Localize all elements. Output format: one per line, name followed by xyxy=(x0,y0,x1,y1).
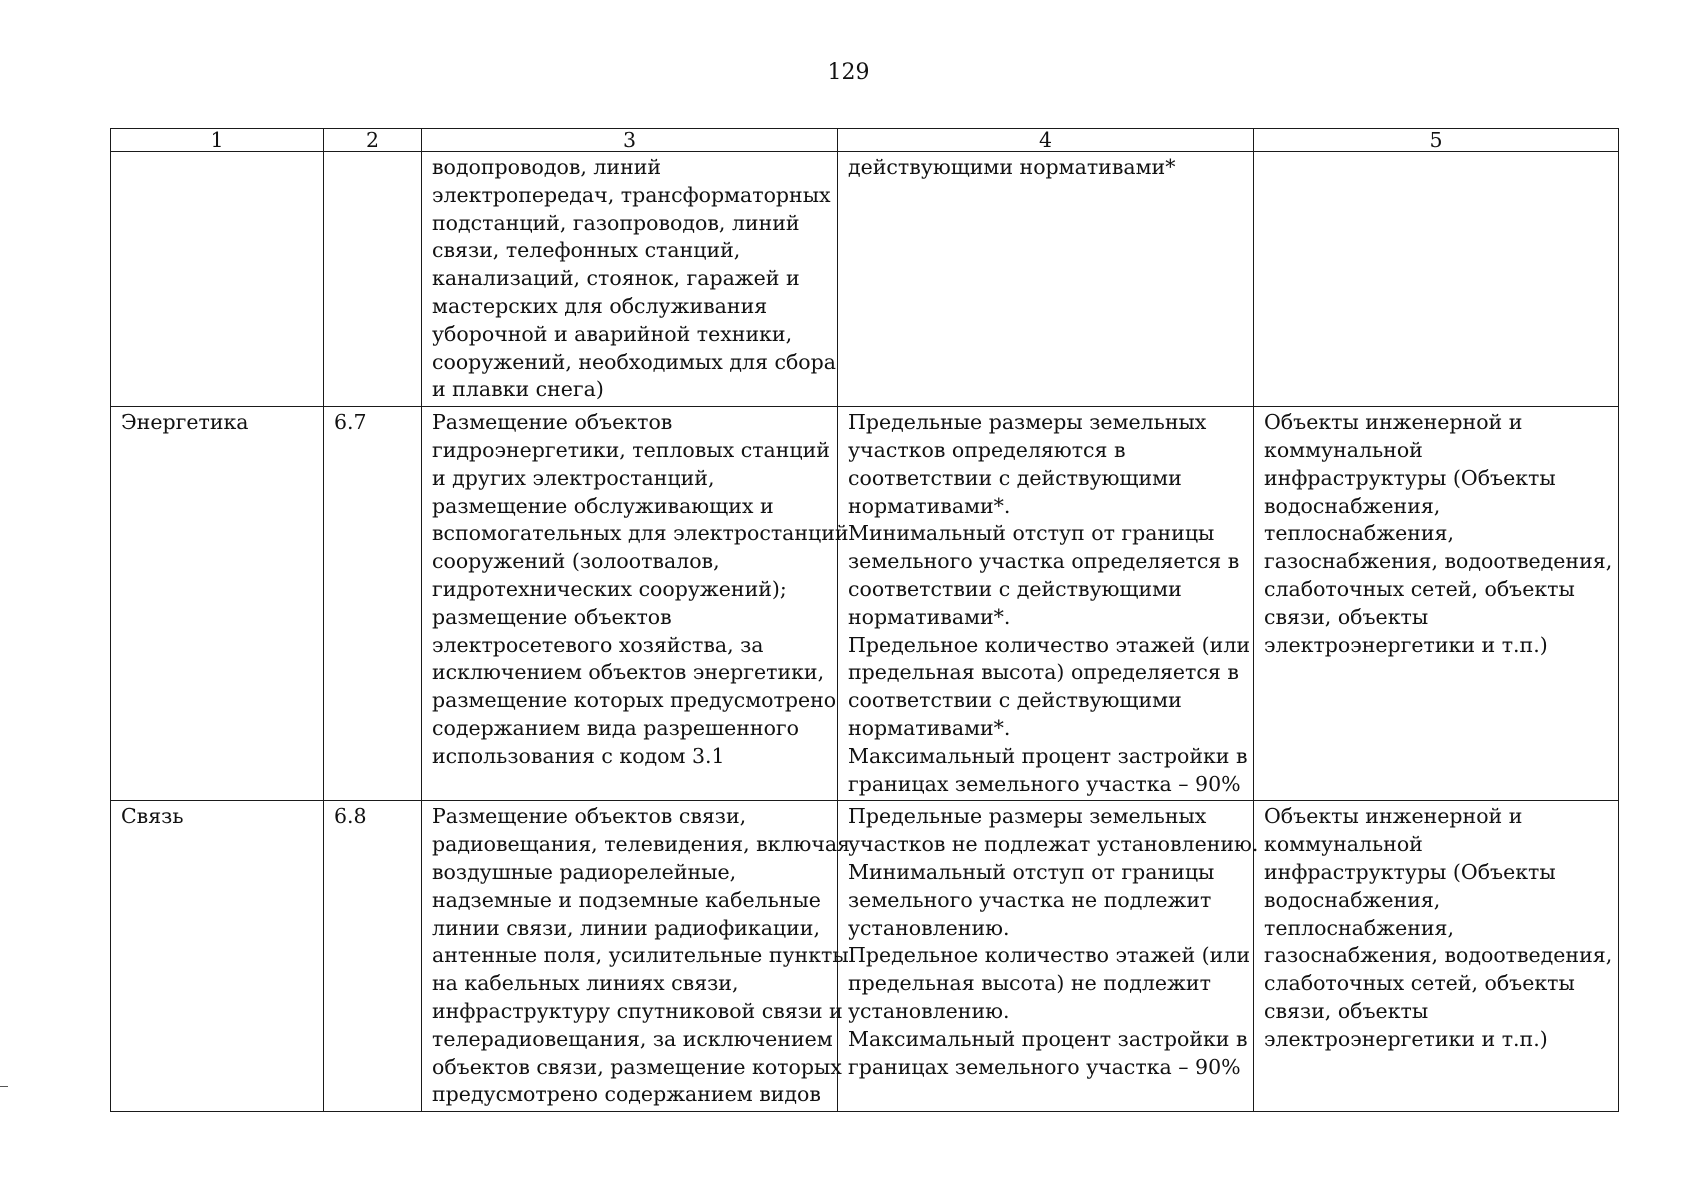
use-type-description-line: линии связи, линии радиофикации, xyxy=(432,915,820,940)
auxiliary-uses-line: водоснабжения, xyxy=(1264,493,1441,518)
use-type-description-line: подстанций, газопроводов, линий xyxy=(432,210,800,235)
use-type-description-line: надземные и подземные кабельные xyxy=(432,887,821,912)
auxiliary-uses xyxy=(1254,152,1619,407)
use-type-name xyxy=(111,152,324,407)
plot-parameters-line: установлению. xyxy=(848,915,1010,940)
use-type-description-line: объектов связи, размещение которых xyxy=(432,1054,842,1079)
use-type-name: Энергетика xyxy=(111,407,324,801)
zoning-table xyxy=(110,128,1619,1112)
plot-parameters xyxy=(838,407,1254,801)
margin-mark xyxy=(0,1086,8,1087)
use-type-description xyxy=(422,152,838,407)
use-type-description-line: сооружений, необходимых для сбора xyxy=(432,349,836,374)
use-type-description-line: радиовещания, телевидения, включая xyxy=(432,832,851,857)
use-type-description-line: вспомогательных для электростанций xyxy=(432,521,849,546)
plot-parameters-line: Максимальный процент застройки в xyxy=(848,1026,1248,1051)
table-row xyxy=(111,801,1619,1112)
plot-parameters-line: предельная высота) не подлежит xyxy=(848,971,1211,996)
use-type-description-line: воздушные радиорелейные, xyxy=(432,859,737,884)
use-type-code: 6.8 xyxy=(324,801,422,1112)
table-row xyxy=(111,152,1619,407)
auxiliary-uses xyxy=(1254,407,1619,801)
plot-parameters-line: нормативами*. xyxy=(848,604,1011,629)
use-type-description-line: сооружений (золоотвалов, xyxy=(432,549,720,574)
column-header: 2 xyxy=(324,129,422,152)
plot-parameters-line: нормативами*. xyxy=(848,715,1011,740)
column-header: 5 xyxy=(1254,129,1619,152)
plot-parameters-line: Предельные размеры земельных xyxy=(848,804,1207,829)
use-type-description-line: размещение объектов xyxy=(432,604,672,629)
use-type-description-line: использования с кодом 3.1 xyxy=(432,743,725,768)
plot-parameters-line: Минимальный отступ от границы xyxy=(848,521,1215,546)
use-type-description-line: уборочной и аварийной техники, xyxy=(432,321,793,346)
use-type-description xyxy=(422,407,849,801)
use-type-description-line: на кабельных линиях связи, xyxy=(432,971,739,996)
auxiliary-uses-line: коммунальной xyxy=(1264,437,1423,462)
auxiliary-uses-line: электроэнергетики и т.п.) xyxy=(1264,632,1548,657)
header-row xyxy=(111,129,1619,152)
plot-parameters-line: Предельные размеры земельных xyxy=(848,410,1207,435)
use-type-code xyxy=(324,152,422,407)
plot-parameters-line: соответствии с действующими xyxy=(848,576,1182,601)
auxiliary-uses-line: газоснабжения, водоотведения, xyxy=(1264,549,1613,574)
auxiliary-uses xyxy=(1254,801,1619,1112)
auxiliary-uses-line: связи, объекты xyxy=(1264,998,1429,1023)
plot-parameters-line: соответствии с действующими xyxy=(848,465,1182,490)
plot-parameters xyxy=(838,152,1254,407)
auxiliary-uses-line: слаботочных сетей, объекты xyxy=(1264,971,1575,996)
use-type-description-line: Размещение объектов xyxy=(432,410,673,435)
plot-parameters-line: Предельное количество этажей (или xyxy=(848,632,1251,657)
auxiliary-uses-line: Объекты инженерной и xyxy=(1264,410,1523,435)
auxiliary-uses-line: инфраструктуры (Объекты xyxy=(1264,465,1556,490)
plot-parameters-line: действующими нормативами* xyxy=(848,155,1176,179)
auxiliary-uses-line: газоснабжения, водоотведения, xyxy=(1264,943,1613,968)
plot-parameters-line: земельного участка определяется в xyxy=(848,549,1240,574)
use-type-description-line: связи, телефонных станций, xyxy=(432,238,741,263)
use-type-description-line: и плавки снега) xyxy=(432,377,604,402)
use-type-description-line: содержанием вида разрешенного xyxy=(432,715,799,740)
use-type-description-line: телерадиовещания, за исключением xyxy=(432,1026,833,1051)
auxiliary-uses-line: электроэнергетики и т.п.) xyxy=(1264,1026,1548,1051)
column-header: 4 xyxy=(838,129,1254,152)
use-type-description-line: и других электростанций, xyxy=(432,465,715,490)
plot-parameters-line: границах земельного участка – 90% xyxy=(848,1054,1241,1079)
plot-parameters-line: Минимальный отступ от границы xyxy=(848,859,1215,884)
plot-parameters-line: предельная высота) определяется в xyxy=(848,660,1239,685)
plot-parameters xyxy=(838,801,1259,1112)
use-type-description-line: гидроэнергетики, тепловых станций xyxy=(432,437,830,462)
auxiliary-uses-line: Объекты инженерной и xyxy=(1264,804,1523,829)
use-type-description-line: инфраструктуру спутниковой связи и xyxy=(432,998,843,1023)
use-type-description-line: гидротехнических сооружений); xyxy=(432,576,787,601)
use-type-description-line: антенные поля, усилительные пункты xyxy=(432,943,849,968)
use-type-description-line: предусмотрено содержанием видов xyxy=(432,1082,821,1107)
use-type-description-line: электросетевого хозяйства, за xyxy=(432,632,764,657)
use-type-description-line: размещение которых предусмотрено xyxy=(432,688,837,713)
use-type-description-line: мастерских для обслуживания xyxy=(432,293,768,318)
use-type-description-line: канализаций, стоянок, гаражей и xyxy=(432,266,800,291)
plot-parameters-line: нормативами*. xyxy=(848,493,1011,518)
use-type-description-line: водопроводов, линий xyxy=(432,155,662,179)
use-type-description-line: исключением объектов энергетики, xyxy=(432,660,825,685)
plot-parameters-line: участков не подлежат установлению. xyxy=(848,832,1259,857)
auxiliary-uses-line: коммунальной xyxy=(1264,832,1423,857)
use-type-description-line: электропередач, трансформаторных xyxy=(432,182,831,207)
use-type-name: Связь xyxy=(111,801,324,1112)
plot-parameters-line: соответствии с действующими xyxy=(848,688,1182,713)
auxiliary-uses-line: инфраструктуры (Объекты xyxy=(1264,859,1556,884)
auxiliary-uses-line: теплоснабжения, xyxy=(1264,521,1454,546)
auxiliary-uses-line: водоснабжения, xyxy=(1264,887,1441,912)
plot-parameters-line: установлению. xyxy=(848,998,1010,1023)
plot-parameters-line: Предельное количество этажей (или xyxy=(848,943,1251,968)
auxiliary-uses-line: связи, объекты xyxy=(1264,604,1429,629)
plot-parameters-line: Максимальный процент застройки в xyxy=(848,743,1248,768)
use-type-description-line: Размещение объектов связи, xyxy=(432,804,747,829)
table-row xyxy=(111,407,1619,801)
use-type-description xyxy=(422,801,851,1112)
use-type-code: 6.7 xyxy=(324,407,422,801)
auxiliary-uses-line: слаботочных сетей, объекты xyxy=(1264,576,1575,601)
auxiliary-uses-line: теплоснабжения, xyxy=(1264,915,1454,940)
plot-parameters-line: границах земельного участка – 90% xyxy=(848,771,1241,796)
column-header: 3 xyxy=(422,129,838,152)
column-header: 1 xyxy=(111,129,324,152)
use-type-description-line: размещение обслуживающих и xyxy=(432,493,774,518)
page-number: 129 xyxy=(827,60,870,85)
plot-parameters-line: участков определяются в xyxy=(848,437,1126,462)
plot-parameters-line: земельного участка не подлежит xyxy=(848,887,1212,912)
